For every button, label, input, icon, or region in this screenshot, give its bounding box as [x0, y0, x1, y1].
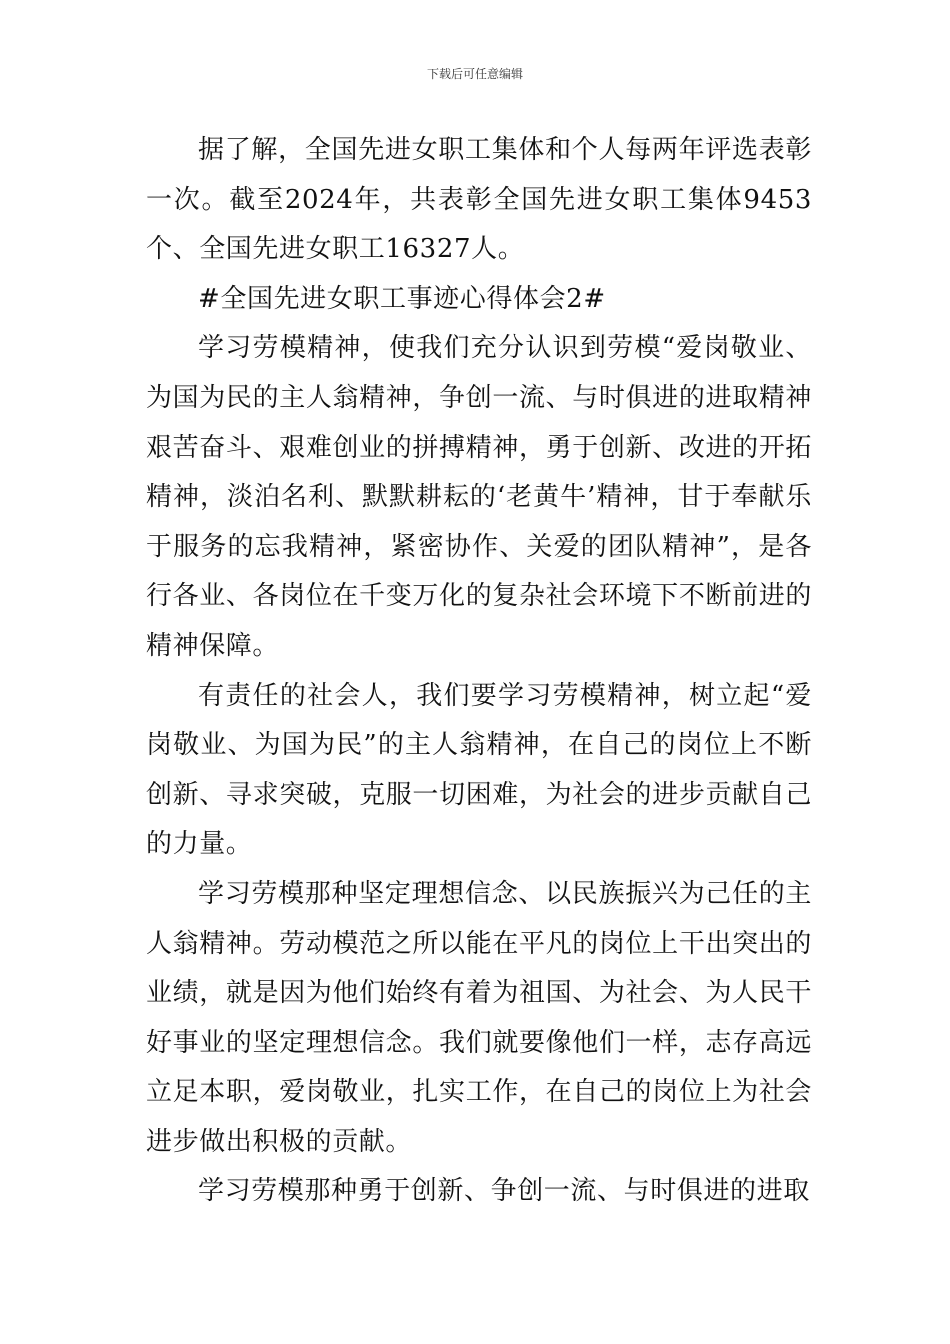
section-heading: #全国先进女职工事迹心得体会2# [198, 283, 606, 314]
paragraph-model-worker-spirit: 学习劳模精神，使我们充分认识到劳模“爱岗敬业、为国为民的主人翁精神，争创一流、与时俱进的进取精神艰苦奋斗、艰难创业的拼搏精神，勇于创新、改进的开拓精神，淡泊名利、默默耕耘的‘老黄牛’精神，甘于奉献乐于服务的忘我精神，紧密协作、关爱的团队精神”，是各行各业、各岗位在千变万化的复杂社会环境下不断前进的精神保障。 [146, 333, 812, 661]
paragraph-award-statistics: 据了解，全国先进女职工集体和个人每两年评选表彰一次。截至2024年，共表彰全国先进女职工集体9453个、全国先进女职工16327人。 [146, 135, 812, 265]
page-header-note: 下载后可任意编辑 [426, 67, 523, 81]
document-body [146, 126, 812, 1217]
paragraph-ideals-and-beliefs: 学习劳模那种坚定理想信念、以民族振兴为己任的主人翁精神。劳动模范之所以能在平凡的岗位上干出突出的业绩，就是因为他们始终有着为祖国、为社会、为人民干好事业的坚定理想信念。我们就要像他们一样，志存高远立足本职，爱岗敬业，扎实工作，在自己的岗位上为社会进步做出积极的贡献。 [146, 878, 812, 1157]
paragraph-responsible-citizen: 有责任的社会人，我们要学习劳模精神，树立起“爱岗敬业、为国为民”的主人翁精神，在自己的岗位上不断创新、寻求突破，克服一切困难，为社会的进步贡献自己的力量。 [146, 680, 812, 860]
paragraph-innovation-continued: 学习劳模那种勇于创新、争创一流、与时俱进的进取 [198, 1176, 810, 1207]
